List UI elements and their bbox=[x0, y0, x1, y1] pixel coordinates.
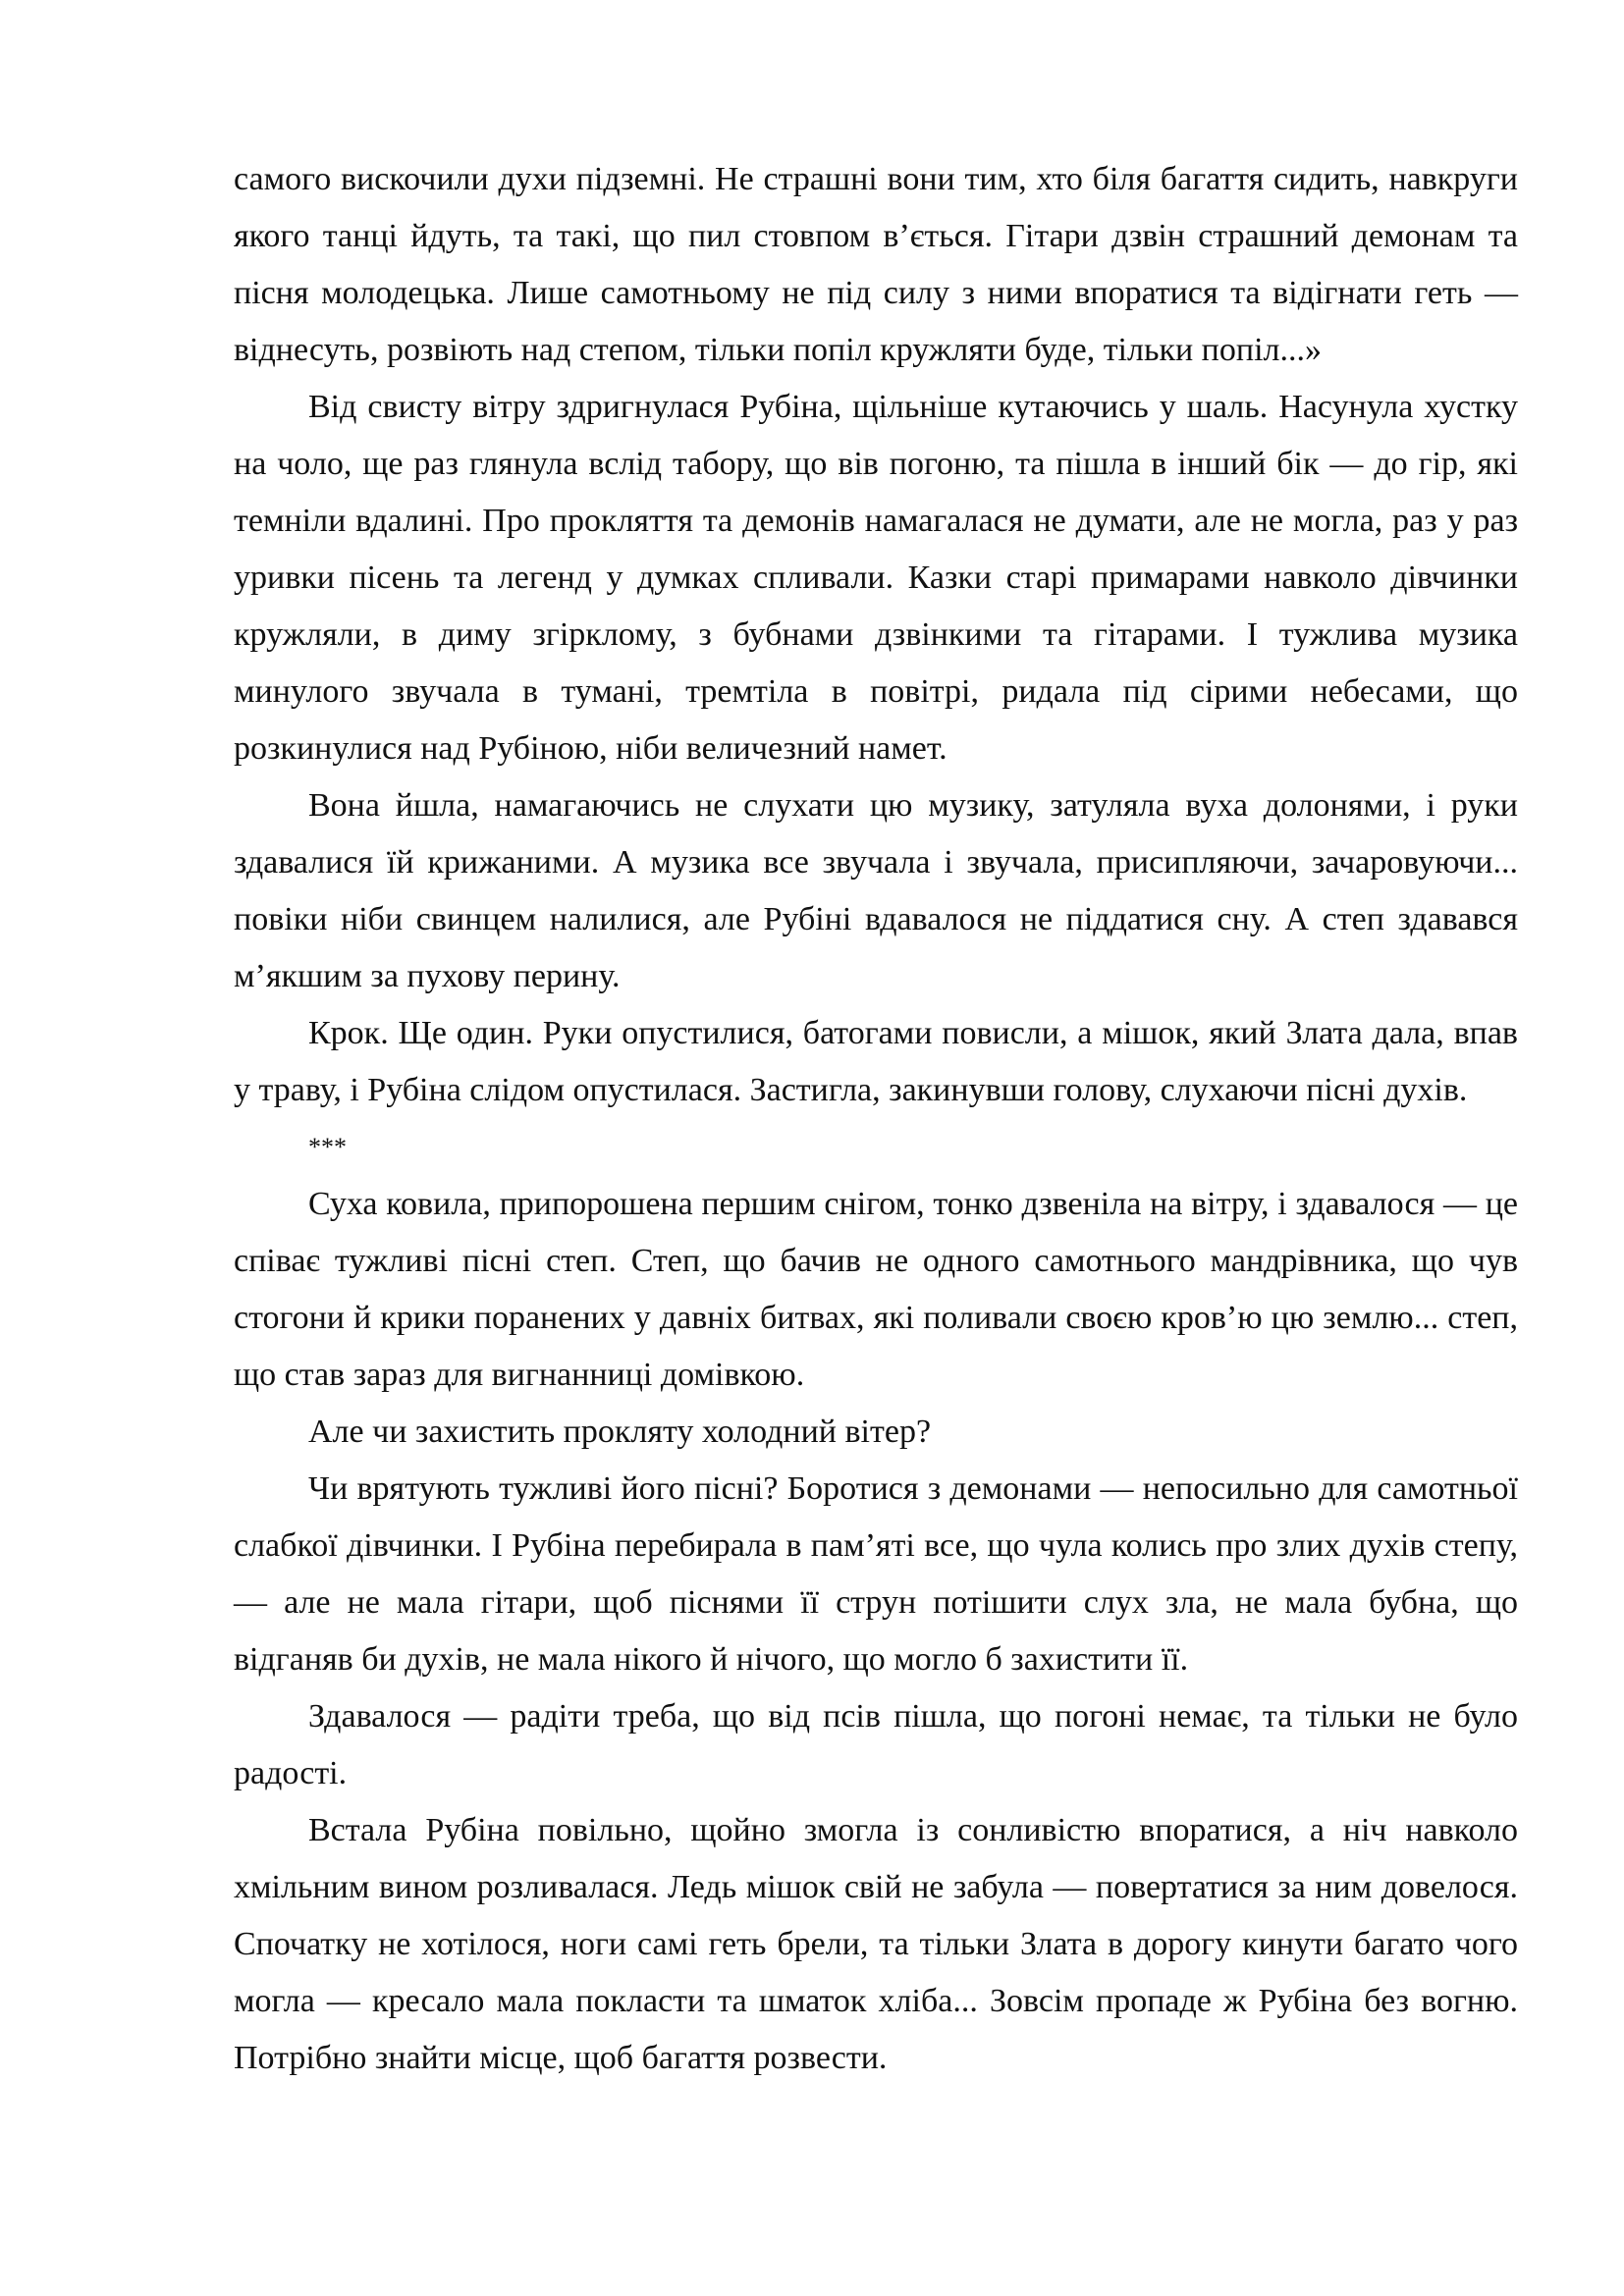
paragraph-1: самого вискочили духи підземні. Не страшні вони тим, хто біля багаття сидить, навкруги якого танці йдуть, та такі, що пил стовпом в’ється. Гітари дзвін страшний демонам та пісня молодецька. Лише самотньому не під силу з ними впоратися та відігнати геть — віднесуть, розвіють над степом, тільки попіл кружляти буде, тільки попіл...» bbox=[234, 161, 1518, 368]
paragraph-3: Вона йшла, намагаючись не слухати цю музику, затуляла вуха долонями, і руки здавалися їй крижаними. А музика все звучала і звучала, присипляючи, зачаровуючи... повіки ніби свинцем налилися, але Рубіні вдавалося не піддатися сну. А степ здавався м’якшим за пухову перину. bbox=[234, 787, 1518, 994]
section-separator: *** bbox=[308, 1133, 347, 1161]
paragraph-6: Але чи захистить прокляту холодний вітер? bbox=[308, 1414, 932, 1450]
paragraph-7: Чи врятують тужливі його пісні? Боротися з демонами — непосильно для самотньої слабкої дівчинки. І Рубіна перебирала в пам’яті все, що чула колись про злих духів степу, — але не мала гітари, щоб піснями її струн потішити слух зла, не мала бубна, що відганяв би духів, не мала нікого й нічого, що могло б захистити її. bbox=[234, 1470, 1518, 1678]
paragraph-4: Крок. Ще один. Руки опустилися, батогами повисли, а мішок, який Злата дала, впав у траву, і Рубіна слідом опустилася. Застигла, закинувши голову, слухаючи пісні духів. bbox=[234, 1015, 1518, 1108]
paragraph-8: Здавалося — радіти треба, що від псів пішла, що погоні немає, та тільки не було радості. bbox=[234, 1698, 1518, 1791]
document-page bbox=[234, 151, 1518, 2087]
paragraph-9: Встала Рубіна повільно, щойно змогла із сонливістю впоратися, а ніч навколо хмільним вином розливалася. Ледь мішок свій не забула — повертатися за ним довелося. Спочатку не хотілося, ноги самі геть брели, та тільки Злата в дорогу кинути багато чого могла — кресало мала покласти та шматок хліба... Зовсім пропаде ж Рубіна без вогню. Потрібно знайти місце, щоб багаття розвести. bbox=[234, 1812, 1518, 2076]
paragraph-2: Від свисту вітру здригнулася Рубіна, щільніше кутаючись у шаль. Насунула хустку на чоло, ще раз глянула вслід табору, що вів погоню, та пішла в інший бік — до гір, які темніли вдалині. Про прокляття та демонів намагалася не думати, але не могла, раз у раз уривки пісень та легенд у думках спливали. Казки старі примарами навколо дівчинки кружляли, в диму згірклому, з бубнами дзвінкими та гітарами. І тужлива музика минулого звучала в тумані, тремтіла в повітрі, ридала під сірими небесами, що розкинулися над Рубіною, ніби величезний намет. bbox=[234, 389, 1518, 767]
paragraph-5: Суха ковила, припорошена першим снігом, тонко дзвеніла на вітру, і здавалося — це співає тужливі пісні степ. Степ, що бачив не одного самотнього мандрівника, що чув стогони й крики поранених у давніх битвах, які поливали своєю кров’ю цю землю... степ, що став зараз для вигнанниці домівкою. bbox=[234, 1186, 1518, 1393]
